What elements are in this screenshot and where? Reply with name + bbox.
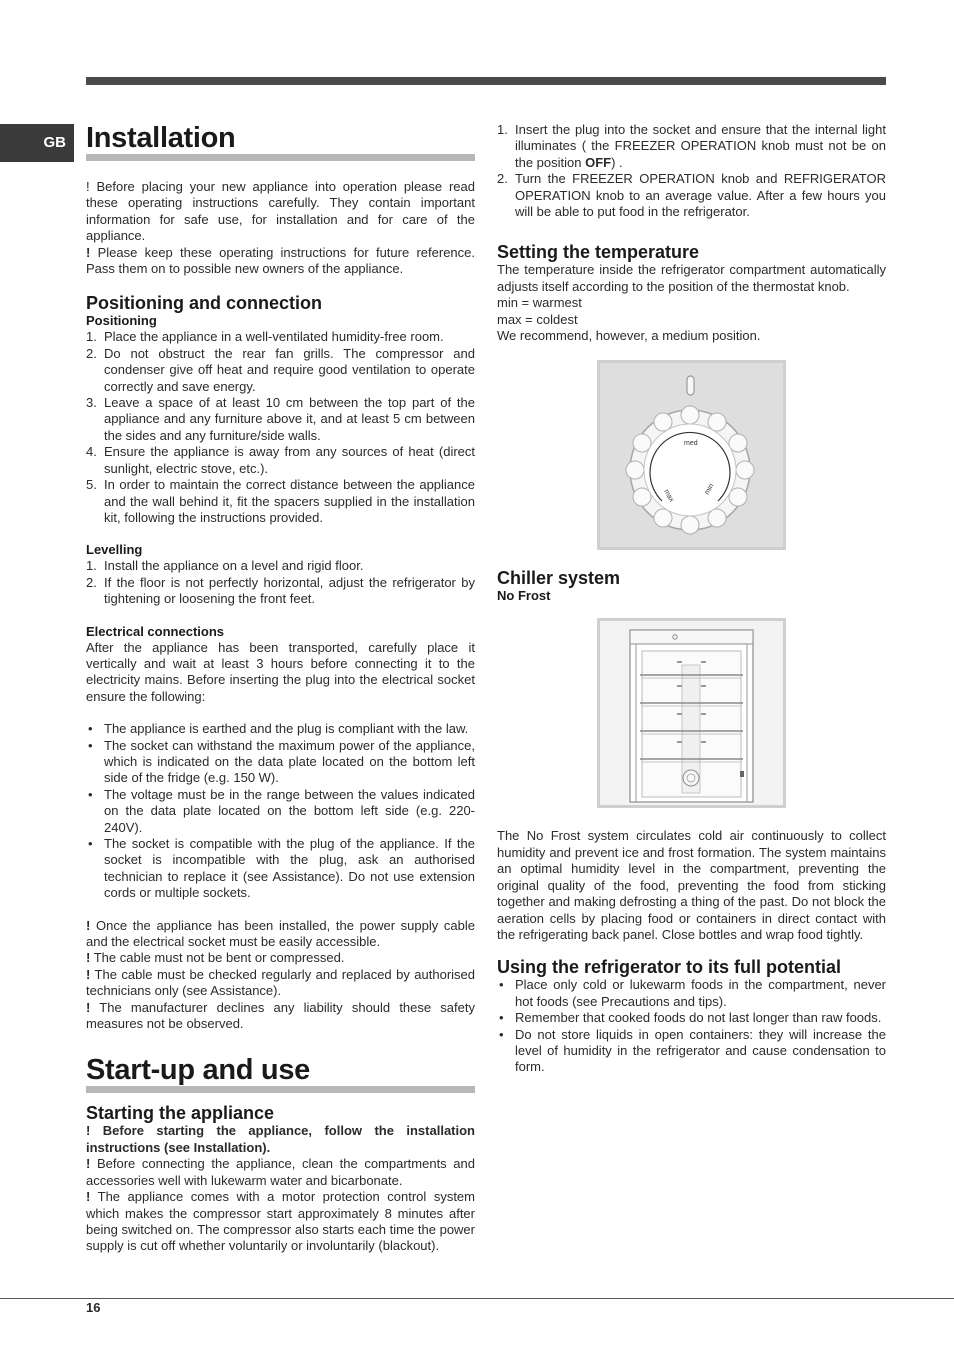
list-item: 1. Insert the plug into the socket and ensure that the internal light illuminates ( the FREEZER OPERATION knob must not be on the position OFF) . bbox=[497, 122, 886, 170]
left-column bbox=[86, 122, 475, 1255]
list-item: 5. In order to maintain the correct distance between the appliance and the wall behind it, fit the spacers supplied in the installation kit, following the instructions provided. bbox=[86, 477, 475, 525]
electrical-subheading: Electrical connections bbox=[86, 623, 224, 639]
list-item: 4. Ensure the appliance is away from any sources of heat (direct sunlight, electric stove, etc.). bbox=[86, 444, 475, 476]
chiller-heading: Chiller system bbox=[497, 568, 621, 589]
temperature-heading: Setting the temperature bbox=[497, 242, 700, 263]
list-item: • Do not store liquids in open containers: they will increase the level of humidity in the refrigerator and cause condensation to form. bbox=[497, 1027, 886, 1076]
electrical-intro: After the appliance has been transported, carefully place it vertically and wait at least 3 hours before connecting it to the electricity mains. Before inserting the plug into the electrical socket ensure the following: bbox=[86, 639, 475, 704]
temperature-max: max = coldest bbox=[497, 311, 578, 327]
list-item: 3. Leave a space of at least 10 cm between the top part of the appliance and any furniture above it, and at least 5 cm between the sides and any furniture/side walls. bbox=[86, 395, 475, 443]
fridge-interior-illustration bbox=[600, 621, 783, 805]
no-frost-fridge-figure bbox=[597, 618, 786, 808]
list-item: 2. Do not obstruct the rear fan grills. The compressor and condenser give off heat and require good ventilation to operate correctly and save energy. bbox=[86, 345, 475, 394]
warning-text: ! Once the appliance has been installed, the power supply cable and the electrical socket must be easily accessible. bbox=[86, 917, 475, 950]
positioning-heading: Positioning and connection bbox=[86, 293, 322, 314]
temperature-recommend: We recommend, however, a medium position. bbox=[497, 328, 761, 344]
list-item: 2. If the floor is not perfectly horizontal, adjust the refrigerator by tightening or loosening the front feet. bbox=[86, 574, 475, 607]
list-item: 1. Install the appliance on a level and rigid floor. bbox=[86, 558, 364, 574]
knob-label-med: med bbox=[684, 440, 698, 448]
list-item: • The socket is compatible with the plug of the appliance. If the socket is incompatible with the plug, ask an authorised technician to replace it (see Assistance). Do not use extension cords or multiple sockets. bbox=[86, 836, 475, 902]
footer-rule bbox=[0, 1298, 954, 1299]
list-item: • The socket can withstand the maximum power of the appliance, which is indicated on the data plate located on the bottom left side of the fridge (e.g. 150 W). bbox=[86, 738, 475, 787]
thermostat-knob-figure bbox=[597, 360, 786, 550]
list-item: • The voltage must be in the range between the values indicated on the data plate located on the bottom left side (e.g. 220-240V). bbox=[86, 787, 475, 836]
thermostat-knob-illustration bbox=[600, 363, 783, 547]
startup-title: Start-up and use bbox=[86, 1054, 475, 1093]
list-item: • Remember that cooked foods do not last longer than raw foods. bbox=[497, 1010, 886, 1026]
knob-label-max: max bbox=[662, 488, 675, 504]
temperature-min: min = warmest bbox=[497, 295, 582, 311]
potential-list bbox=[497, 977, 886, 1075]
list-item: 2. Turn the FREEZER OPERATION knob and REFRIGERATOR OPERATION knob to an average value. After a few hours you will be able to put food in the refrigerator. bbox=[497, 171, 886, 220]
temperature-paragraph: The temperature inside the refrigerator compartment automatically adjusts itself according to the position of the thermostat knob. bbox=[497, 262, 886, 294]
electrical-list bbox=[86, 721, 475, 901]
right-column bbox=[497, 122, 886, 1076]
page-number: 16 bbox=[86, 1300, 101, 1315]
startup-bold-warning: ! Before starting the appliance, follow the installation instructions (see Installation). bbox=[86, 1123, 475, 1155]
installation-intro-2: ! Please keep these operating instructions for future reference. Pass them on to possible new owners of the appliance. bbox=[86, 244, 475, 277]
startup-paragraph-2: ! The appliance comes with a motor protection control system which makes the compressor start approximately 8 minutes after being switched on. The compressor also starts each time the power supply is cut off whether voluntarily or involuntarily (blackout). bbox=[86, 1189, 475, 1254]
list-item: 1. Place the appliance in a well-ventilated humidity-free room. bbox=[86, 329, 444, 345]
warning-text: ! The manufacturer declines any liability should these safety measures not be observed. bbox=[86, 999, 475, 1032]
levelling-subheading: Levelling bbox=[86, 542, 143, 558]
levelling-list bbox=[86, 558, 475, 607]
chiller-subheading: No Frost bbox=[497, 588, 551, 604]
list-item: • Place only cold or lukewarm foods in the compartment, never hot foods (see Precautions and tips). bbox=[497, 977, 886, 1010]
starting-heading: Starting the appliance bbox=[86, 1103, 275, 1124]
startup-paragraph-1: ! Before connecting the appliance, clean the compartments and accessories well with lukewarm water and bicarbonate. bbox=[86, 1156, 475, 1188]
chiller-paragraph: The No Frost system circulates cold air continuously to collect humidity and prevent ice and frost formation. The system maintains an optimal humidity level in the compartment, preventing the original quality of the food, preventing the food from sticking together and making defrosting a thing of the past. Do not block the aeration cells by placing food or containers in direct contact with the refrigerating back panel. Close bottles and wrap food tightly. bbox=[497, 828, 886, 942]
warning-text: ! The cable must not be bent or compressed. bbox=[86, 950, 345, 966]
warning-text: ! The cable must be checked regularly and replaced by authorised technicians only (see Assistance). bbox=[86, 966, 475, 999]
language-tab: GB bbox=[0, 124, 74, 162]
potential-heading: Using the refrigerator to its full potential bbox=[497, 957, 842, 978]
knob-label-min: min bbox=[703, 483, 716, 497]
list-item: • The appliance is earthed and the plug is compliant with the law. bbox=[86, 721, 475, 737]
top-rule bbox=[86, 77, 886, 85]
installation-intro-1: ! Before placing your new appliance into operation please read these operating instructions carefully. They contain important information for safe use, for installation and for care of the appliance. bbox=[86, 179, 475, 244]
startup-steps bbox=[497, 122, 886, 220]
positioning-list bbox=[86, 329, 475, 526]
installation-title: Installation bbox=[86, 122, 475, 161]
positioning-subheading: Positioning bbox=[86, 313, 157, 329]
